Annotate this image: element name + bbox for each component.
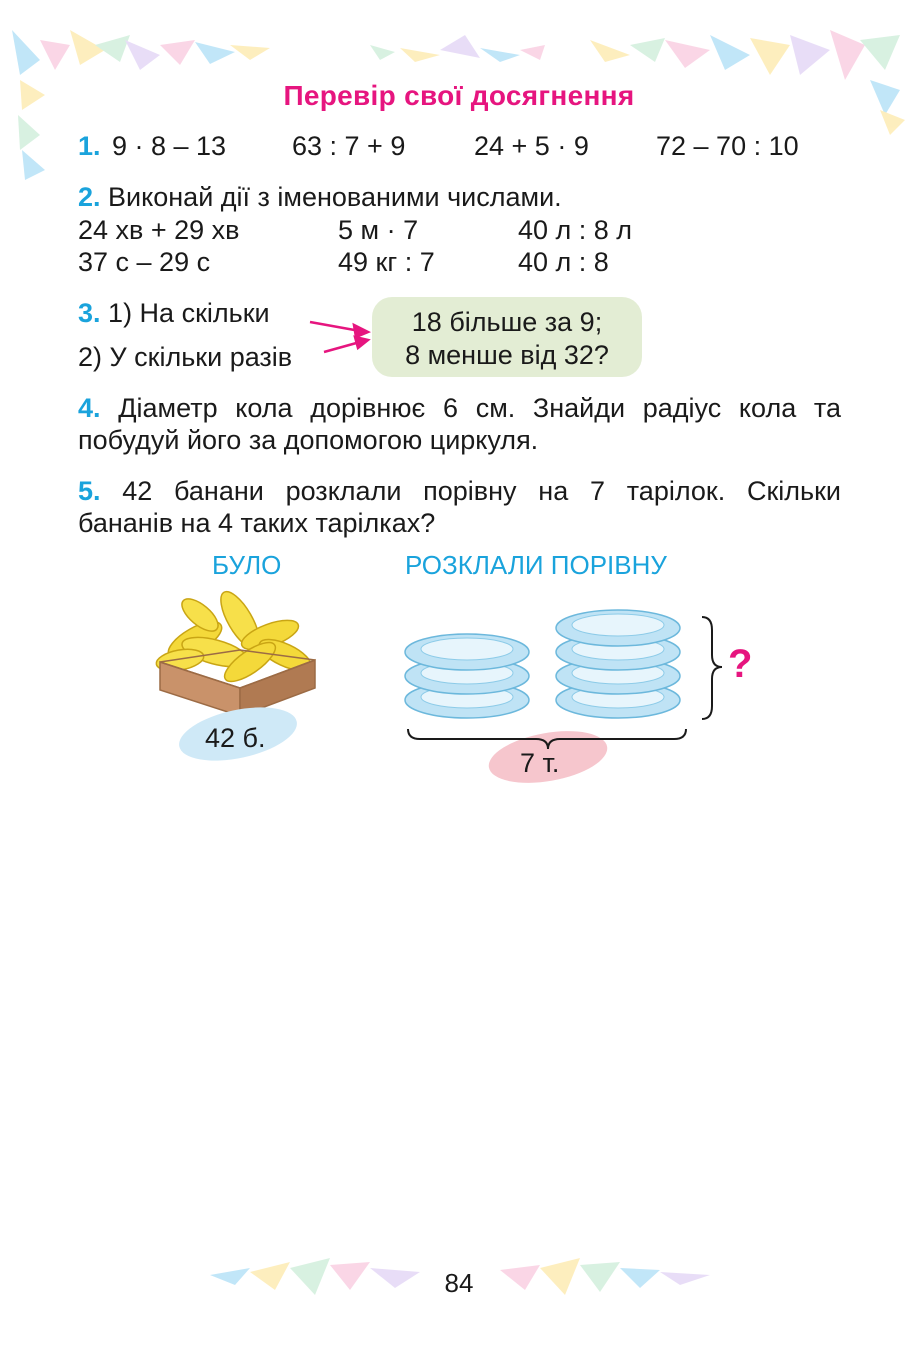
task3-question-2: 2) У скільки разів bbox=[78, 342, 293, 372]
task1-expr-4: 72 – 70 : 10 bbox=[656, 131, 799, 161]
task2-row1-col3: 40 л : 8 л bbox=[518, 215, 633, 245]
task4-line-1 bbox=[78, 392, 841, 424]
task-number: 1. bbox=[78, 131, 101, 161]
task1-number bbox=[78, 130, 101, 162]
task1-expr-2: 63 : 7 + 9 bbox=[292, 131, 406, 161]
page-number: 84 bbox=[444, 1268, 474, 1298]
task2-text: Виконай дії з іменованими числами. bbox=[108, 182, 562, 212]
question-mark: ? bbox=[728, 642, 753, 686]
task2-row2-col2: 49 кг : 7 bbox=[338, 247, 435, 277]
task5-line1-text: 42 банани розклали порівну на 7 тарілок. Скільки bbox=[122, 476, 841, 506]
banana-count: 42 б. bbox=[205, 723, 266, 753]
task-number: 3. bbox=[78, 298, 101, 328]
right-brace bbox=[702, 617, 722, 719]
task-number: 5. bbox=[78, 476, 101, 506]
task3-bubble-line-1: 18 більше за 9; bbox=[411, 307, 603, 337]
label-distributed: РОЗКЛАЛИ ПОРІВНУ bbox=[405, 550, 667, 580]
task2-heading bbox=[78, 181, 562, 213]
task2-row2-col1: 37 с – 29 с bbox=[78, 247, 211, 277]
task3-question-1 bbox=[78, 297, 270, 329]
task5-line-2: бананів на 4 таких тарілках? bbox=[78, 508, 436, 538]
task3-q1-text: 1) На скільки bbox=[108, 298, 270, 328]
task3-bubble-line-2: 8 менше від 32? bbox=[405, 340, 609, 370]
plate-stack-left bbox=[405, 634, 529, 718]
plate-stack-right bbox=[556, 610, 680, 718]
task1-expr-3: 24 + 5 · 9 bbox=[474, 131, 589, 161]
task4-line-2: побудуй його за допомогою циркуля. bbox=[78, 425, 539, 455]
pointer-arrows bbox=[310, 322, 368, 352]
task1-expr-1: 9 · 8 – 13 bbox=[112, 131, 227, 161]
task-number: 4. bbox=[78, 393, 101, 423]
page-title: Перевір свої досягнення bbox=[283, 80, 635, 111]
task2-row2-col3: 40 л : 8 bbox=[518, 247, 609, 277]
task5-line-1 bbox=[78, 475, 841, 507]
task2-row1-col2: 5 м · 7 bbox=[338, 215, 419, 245]
task2-row1-col1: 24 хв + 29 хв bbox=[78, 215, 240, 245]
task-number: 2. bbox=[78, 182, 101, 212]
plate-count: 7 т. bbox=[520, 748, 560, 778]
label-was: БУЛО bbox=[212, 550, 282, 580]
task4-line1-text: Діаметр кола дорівнює 6 см. Знайди радіус кола та bbox=[118, 393, 841, 423]
